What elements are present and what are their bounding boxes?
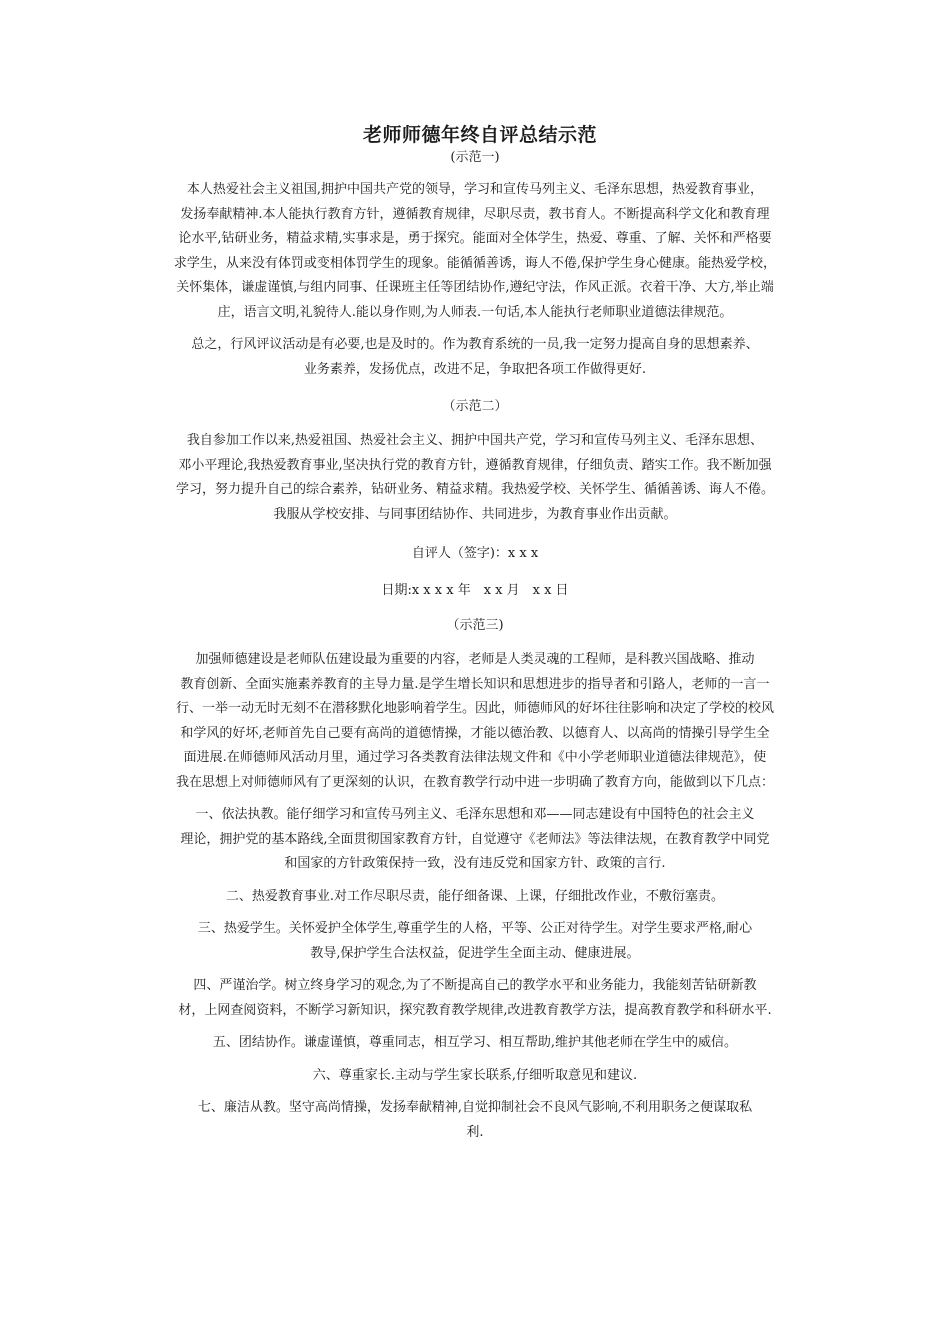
paragraph <box>140 885 810 910</box>
text-line: 行、一举一动无时无刻不在潜移默化地影响着学生。因此，师德师风的好坏往往影响和决定了学校的校风 <box>175 701 774 716</box>
text-line: 七、廉洁从教。坚守高尚情操，发扬奉献精神,自觉抑制社会不良风气影响,不利用职务之便谋取私 <box>197 1100 753 1115</box>
text-line: 和学风的好坏,老师首先自己要有高尚的道德情操，才能以德治教、以德育人、以高尚的情操引导学生全 <box>180 725 770 741</box>
document-page <box>140 122 810 1145</box>
text-line: 一、依法执教。能仔细学习和宣传马列主义、毛泽东思想和邓——同志建设有中国特色的社会主义 <box>195 807 755 822</box>
text-line: 我服从学校安排、与同事团结协作、共同进步，为教育事业作出贡献。 <box>273 506 677 522</box>
text-line: 面进展.在师德师风活动月里，通过学习各类教育法律法规文件和《中小学老师职业道德法律规范》，使 <box>183 750 767 765</box>
section-heading: （示范三) <box>446 618 504 633</box>
text-line: 庄，语言文明,礼貌待人.能以身作则,为人师表.一句话,本人能执行老师职业道德法律规范。 <box>217 304 733 320</box>
text-line: 关怀集体，谦虚谨慎,与组内同事、任课班主任等团结协作,遵纪守法，作风正派。衣着干净、大方,举止端 <box>176 280 774 295</box>
text-line: 五、团结协作。谦虚谨慎，尊重同志，相互学习、相互帮助,维护其他老师在学生中的威信。 <box>212 1035 738 1050</box>
text-line: 求学生，从来没有体罚或变相体罚学生的现象。能循循善诱，诲人不倦,保护学生身心健康。能热爱学校， <box>173 255 777 271</box>
text-line: 和国家的方针政策保持一致，没有违反党和国家方针、政策的言行. <box>284 856 666 871</box>
text-line: 业务素养，发扬优点，改进不足，争取把各项工作做得更好. <box>303 361 647 377</box>
text-line: 二、热爱教育事业.对工作尽职尽责，能仔细备课、上课，仔细批改作业，不敷衍塞责。 <box>225 888 725 904</box>
text-line: 三、热爱学生。关怀爱护全体学生,尊重学生的人格，平等、公正对待学生。对学生要求严格,耐心 <box>197 921 753 936</box>
text-line: 理论，拥护党的基本路线,全面贯彻国家教育方针，自觉遵守《老师法》等法律法规，在教育教学中同党 <box>180 831 770 847</box>
paragraph <box>140 1096 810 1145</box>
paragraph <box>140 178 810 325</box>
paragraph <box>140 803 810 877</box>
text-line: 邓小平理论,我热爱教育事业,坚决执行党的教育方针，遵循教育规律，仔细负责、踏实工作。我不断加强 <box>178 457 772 473</box>
text-line: 论水平,钻研业务，精益求精,实事求是，勇于探究。能面对全体学生，热爱、尊重、了解、关怀和严格要 <box>178 231 772 246</box>
text-line: 利. <box>466 1124 484 1140</box>
text-line: 发扬奉献精神.本人能执行教育方针，遵循教育规律，尽职尽责，教书育人。不断提高科学文化和教育理 <box>180 206 770 222</box>
section-heading: (示范一) <box>450 150 500 165</box>
paragraph <box>140 429 810 527</box>
paragraph <box>140 1031 810 1056</box>
document-title: 老师师德年终自评总结示范 <box>362 124 597 146</box>
date-line: 日期:x x x x 年 x x 月 x x 日 <box>381 583 569 598</box>
text-line: 教育创新、全面实施素养教育的主导力量.是学生增长知识和思想进步的指导者和引路人，老师的一言一 <box>180 676 770 692</box>
paragraph <box>140 974 810 1023</box>
paragraph <box>140 1064 810 1089</box>
text-line: 教导,保护学生合法权益，促进学生全面主动、健康进展。 <box>310 945 640 961</box>
paragraph <box>140 333 810 382</box>
text-line: 我在思想上对师德师风有了更深刻的认识，在教育教学行动中进一步明确了教育方向，能做到以下几点： <box>175 774 774 790</box>
text-line: 本人热爱社会主义祖国,拥护中国共产党的领导，学习和宣传马列主义、毛泽东思想，热爱教育事业， <box>186 182 764 197</box>
text-line: 加强师德建设是老师队伍建设最为重要的内容，老师是人类灵魂的工程师，是科教兴国战略、推动 <box>195 652 755 667</box>
paragraph <box>140 648 810 795</box>
text-line: 总之，行风评议活动是有必要,也是及时的。作为教育系统的一员,我一定努力提高自身的思想素养、 <box>191 337 759 352</box>
section-heading: （示范二） <box>442 399 508 414</box>
paragraph <box>140 917 810 966</box>
text-line: 材，上网查阅资料，不断学习新知识，探究教育教学规律,改进教育教学方法，提高教育教学和科研水平. <box>178 1002 772 1018</box>
text-line: 学习，努力提升自己的综合素养，钻研业务、精益求精。我热爱学校、关怀学生、循循善诱、诲人不倦。 <box>175 482 774 497</box>
text-line: 四、严谨治学。树立终身学习的观念,为了不断提高自己的教学水平和业务能力，我能刻苦钻研新教 <box>193 978 757 993</box>
text-line: 六、尊重家长.主动与学生家长联系,仔细听取意见和建议. <box>312 1067 638 1083</box>
signature-line: 自评人（签字)：x x x <box>411 546 539 561</box>
text-line: 我自参加工作以来,热爱祖国、热爱社会主义、拥护中国共产党，学习和宣传马列主义、毛泽东思想、 <box>186 433 764 448</box>
